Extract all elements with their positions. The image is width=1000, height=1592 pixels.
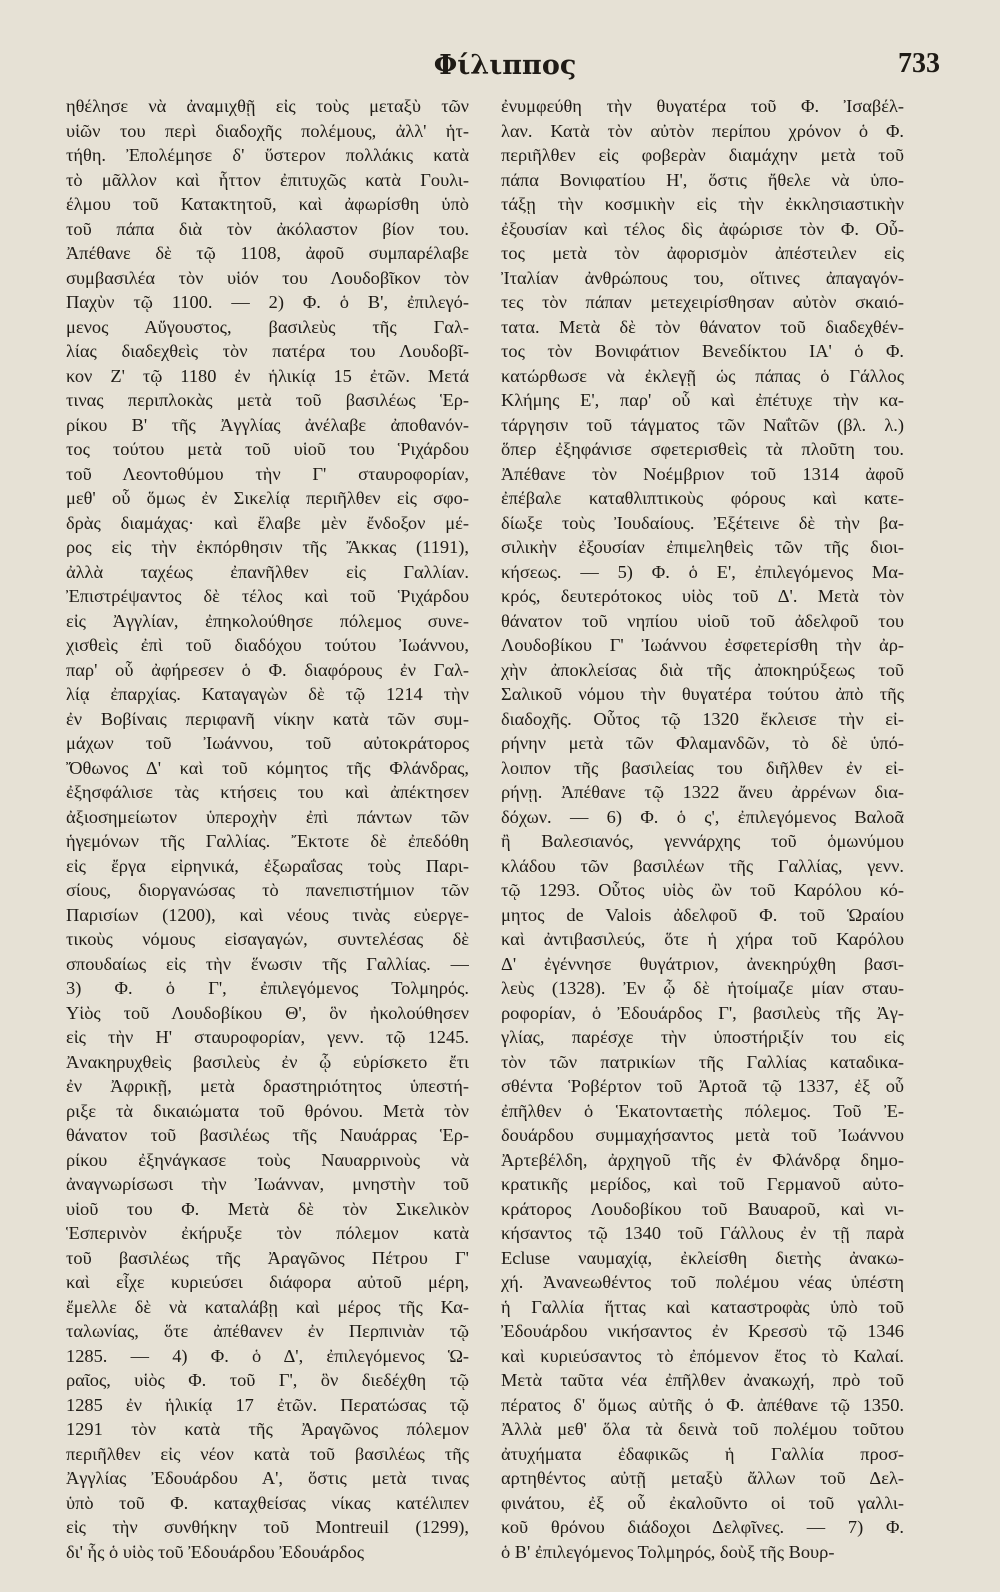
text-line: κράτορος Λουδοβίκου τοῦ Βαυαροῦ, καὶ νι-: [501, 1198, 904, 1219]
text-line: ἢ Βαλεσιανός, γεννάρχης τοῦ ὁμωνύμου: [501, 831, 904, 851]
text-line: σθέντα Ῥοβέρτον τοῦ Ἀρτοᾶ τῷ 1337, ἐξ οὗ: [501, 1076, 904, 1096]
text-line: μενος Αὔγουστος, βασιλεὺς τῆς Γαλ-: [66, 316, 469, 337]
text-line: τικοὺς νόμους εἰσαγαγών, συντελέσας δὲ: [66, 929, 469, 949]
text-line: περιῆλθεν εἰς νέον κατὰ τοῦ βασιλέως τῆς: [66, 1443, 469, 1464]
text-line: ἐν Ἀφρικῇ, μετὰ δραστηριότητος ὑπεστή-: [66, 1076, 469, 1096]
text-line: αρτηθέντος αὐτῇ μεταξὺ ἄλλων τοῦ Δελ-: [501, 1468, 904, 1488]
text-line: Ἀλλὰ μεθ' ὅλα τὰ δεινὰ τοῦ πολέμου τοῦτου: [501, 1419, 904, 1439]
text-line: ριξε τὰ δικαιώματα τοῦ θρόνου. Μετὰ τὸν: [66, 1100, 469, 1121]
text-line: μάχων τοῦ Ἰωάννου, τοῦ αὐτοκράτορος: [66, 733, 469, 753]
text-line: καὶ εἶχε κυριεύσει διάφορα αὐτοῦ μέρη,: [66, 1272, 469, 1292]
text-line: κρός, δευτερότοκος υἱὸς τοῦ Δ'. Μετὰ τὸν: [501, 586, 904, 606]
text-line: Ecluse ναυμαχίᾳ, ἐκλείσθη διετὴς ἀνακω-: [501, 1247, 904, 1268]
text-line: δίωξε τοὺς Ἰουδαίους. Ἐξέτεινε δὲ τὴν βα-: [501, 512, 904, 533]
text-line: ροφορίαν, ὁ Ἐδουάρδος Γ', βασιλεὺς τῆς Ἀγ-: [501, 1002, 904, 1023]
text-line: Ἰταλίαν ἀνθρώπους του, οἵτινες ἀπαγαγόν-: [501, 267, 904, 288]
text-line: ρήνην μετὰ τῶν Φλαμανδῶν, τὸ δὲ ὑπό-: [501, 733, 904, 753]
text-line: ὅπερ ἐξηφάνισε σφετερισθεὶς τὰ πλοῦτη του.: [501, 439, 904, 459]
right-column: [501, 94, 904, 1564]
text-line: λίας διαδεχθεὶς τὸν πατέρα του Λουδοβῖ-: [66, 341, 469, 361]
text-line: διαδοχῆς. Οὗτος τῷ 1320 ἔκλεισε τὴν εἰ-: [501, 708, 904, 729]
text-line: τάργησιν τοῦ τάγματος τῶν Ναΐτῶν (βλ. λ.): [501, 414, 904, 435]
text-line: ἐπέβαλε καταθλιπτικοὺς φόρους καὶ κατε-: [501, 488, 904, 508]
text-line: δι' ἧς ὁ υἱὸς τοῦ Ἐδουάρδου Ἐδουάρδος: [66, 1541, 365, 1562]
text-line: ἐξουσίαν καὶ τέλος δὶς ἀφώρισε τὸν Φ. Οὗ-: [501, 218, 904, 239]
text-line: τατα. Μετὰ δὲ τὸν θάνατον τοῦ διαδεχθέν-: [501, 316, 904, 337]
text-line: χή. Ἀνανεωθέντος τοῦ πολέμου νέας ὑπέστη: [501, 1272, 904, 1292]
text-line: ἀτυχήματα ἐδαφικῶς ἡ Γαλλία προσ-: [501, 1443, 904, 1464]
text-line: 3) Φ. ὁ Γ', ἐπιλεγόμενος Τολμηρός.: [66, 978, 469, 998]
page-header: [70, 44, 940, 84]
text-line: εἰς τὴν συνθήκην τοῦ Montreuil (1299),: [66, 1517, 469, 1537]
text-line: ραῖος, υἱὸς Φ. τοῦ Γ', ὃν διεδέχθη τῷ: [66, 1370, 469, 1390]
text-line: τες τὸν πάπαν μετεχειρίσθησαν αὐτὸν σκαιό-: [501, 292, 904, 312]
text-line: λοιπον τῆς βασιλείας του διῆλθεν ἐν εἰ-: [501, 757, 904, 778]
text-line: ἐξησφάλισε τὰς κτήσεις του καὶ ἀπέκτησεν: [66, 782, 469, 802]
text-line: τινας περιπλοκὰς μετὰ τοῦ βασιλέως Ἑρ-: [66, 390, 469, 410]
text-line: Ἀρτεβέλδη, ἀρχηγοῦ τῆς ἐν Φλάνδρᾳ δημο-: [501, 1149, 904, 1170]
text-line: κήσεως. — 5) Φ. ὁ Ε', ἐπιλεγόμενος Μα-: [501, 561, 904, 582]
text-line: Ἀγγλίας Ἐδουάρδου Α', ὅστις μετὰ τινας: [66, 1468, 469, 1488]
text-line: μεθ' οὗ ὅμως ἐν Σικελίᾳ περιῆλθεν εἰς σφο-: [66, 488, 469, 508]
text-line: τος τὸν Βονιφάτιον Βενεδίκτου ΙΑ' ὁ Φ.: [501, 341, 904, 361]
text-line: 1291 τὸν κατὰ τῆς Ἀραγῶνος πόλεμον: [66, 1419, 469, 1439]
left-column: [66, 94, 469, 1564]
text-line: Ὄθωνος Δ' καὶ τοῦ κόμητος τῆς Φλάνδρας,: [66, 757, 469, 778]
text-line: κλάδου τῶν βασιλέων τῆς Γαλλίας, γενν.: [501, 855, 904, 876]
text-line: τοῦ βασιλέως τῆς Ἀραγῶνος Πέτρου Γ': [66, 1247, 469, 1268]
text-line: τοῦ Λεοντοθύμου τὴν Γ' σταυροφορίαν,: [66, 463, 469, 484]
text-line: τος τούτου μετὰ τοῦ υἱοῦ του Ῥιχάρδου: [66, 439, 469, 459]
text-line: ἔμελλε δὲ νὰ καταλάβῃ καὶ μέρος τῆς Κα-: [66, 1296, 469, 1317]
text-line: ἐπῆλθεν ὁ Ἑκατονταετὴς πόλεμος. Τοῦ Ἐ-: [501, 1100, 904, 1121]
text-line: καὶ ἀντιβασιλεύς, ὅτε ἡ χήρα τοῦ Καρόλου: [501, 929, 904, 949]
text-line: τάξῃ τὴν κοσμικὴν εἰς τὴν ἐκκλησιαστικὴν: [501, 194, 904, 214]
text-line: τος μετὰ τὸν ἀφορισμὸν ἀπέστειλεν εἰς: [501, 243, 904, 263]
text-line: πέρατος δ' ὅμως αὐτῆς ὁ Φ. ἀπέθανε τῷ 1350.: [501, 1394, 904, 1415]
text-line: 1285. — 4) Φ. ὁ Δ', ἐπιλεγόμενος Ὡ-: [66, 1345, 469, 1366]
text-line: ρήνῃ. Ἀπέθανε τῷ 1322 ἄνευ ἀρρένων δια-: [501, 782, 904, 802]
text-line: ἀξιοσημείωτον ὑπεροχὴν ἐπὶ πάντων τῶν: [66, 806, 469, 827]
text-line: ὑπὸ τοῦ Φ. καταχθείσας νίκας κατέλιπεν: [66, 1492, 469, 1513]
text-line: ἡγεμόνων τῆς Γαλλίας. Ἔκτοτε δὲ ἐπεδόθη: [66, 831, 469, 851]
text-line: ὁ Β' ἐπιλεγόμενος Τολμηρός, δοὺξ τῆς Βουρ-: [501, 1541, 835, 1562]
text-line: ἀλλὰ ταχέως ἐπανῆλθεν εἰς Γαλλίαν.: [66, 561, 469, 582]
text-line: κρατικῆς μερίδος, καὶ τοῦ Γερμανοῦ αὐτο-: [501, 1174, 904, 1194]
text-line: εἰς Ἀγγλίαν, ἐπηκολούθησε πόλεμος συνε-: [66, 610, 469, 631]
text-line: ρίκου Β' τῆς Ἀγγλίας ἀνέλαβε ἀποθανόν-: [66, 414, 469, 435]
text-line: σιλικὴν ἐξουσίαν ἐπιμεληθεὶς τῶν τῆς διοι-: [501, 537, 904, 557]
text-line: 1285 ἐν ἡλικίᾳ 17 ἐτῶν. Περατώσας τῷ: [66, 1394, 469, 1415]
text-line: λίᾳ ἐπαρχίας. Καταγαγὼν δὲ τῷ 1214 τὴν: [66, 684, 469, 704]
text-line: καὶ κυριεύσαντος τὸ ἐπόμενον ἔτος τὸ Καλαί.: [501, 1345, 904, 1366]
text-line: κήσαντος τῷ 1340 τοῦ Γάλλους ἐν τῇ παρὰ: [501, 1223, 904, 1243]
text-line: Δ' ἐγέννησε θυγάτριον, ἀνεκηρύχθη βασι-: [501, 953, 904, 974]
text-line: Κλήμης Ε', παρ' οὗ καὶ ἐπέτυχε τὴν κα-: [501, 390, 904, 410]
text-line: ηθέλησε νὰ ἀναμιχθῇ εἰς τοὺς μεταξὺ τῶν: [66, 96, 469, 116]
text-line: τὸ μᾶλλον καὶ ἧττον ἐπιτυχῶς κατὰ Γουλι-: [66, 169, 469, 190]
text-line: ρος εἰς τὴν ἐκπόρθησιν τῆς Ἄκκας (1191),: [66, 537, 469, 557]
text-line: χισθεὶς ἐπὶ τοῦ διαδόχου τούτου Ἰωάννου,: [66, 635, 469, 655]
text-line: λαν. Κατὰ τὸν αὐτὸν περίπου χρόνον ὁ Φ.: [501, 120, 904, 141]
text-line: Παρισίων (1200), καὶ νέους τινὰς εὐεργε-: [66, 904, 469, 925]
text-line: Ἐπιστρέψαντος δὲ τέλος καὶ τοῦ Ῥιχάρδου: [66, 586, 469, 606]
text-line: ρίκου ἐξηνάγκασε τοὺς Ναυαρρινοὺς νὰ: [66, 1149, 469, 1170]
text-line: Ἀπέθανε δὲ τῷ 1108, ἀφοῦ συμπαρέλαβε: [66, 243, 469, 263]
text-line: πάπα Βονιφατίου Η', ὅστις ἤθελε νὰ ὑπο-: [501, 169, 904, 190]
text-line: γλίας, παρέσχε τὴν ὑποστήριξίν του εἰς: [501, 1027, 904, 1047]
text-line: ἀναγνωρίσωσι τὴν Ἰωάνναν, μνηστὴν τοῦ: [66, 1174, 469, 1194]
text-line: υἱῶν του περὶ διαδοχῆς πολέμους, ἀλλ' ἡτ-: [66, 120, 469, 141]
text-line: τοῦ πάπα διὰ τὸν ἀκόλαστον βίον του.: [66, 218, 469, 239]
text-line: περιῆλθεν εἰς φοβερὰν διαμάχην μετὰ τοῦ: [501, 145, 904, 165]
page-number: 733: [898, 48, 940, 79]
running-title: Φίλιππος: [433, 50, 577, 81]
text-line: θάνατον τοῦ νηπίου υἱοῦ τοῦ ἀδελφοῦ του: [501, 610, 904, 631]
text-line: Σαλικοῦ νόμου τὴν θυγατέρα τούτου ἀπὸ τῆς: [501, 684, 904, 704]
text-line: δόχων. — 6) Φ. ὁ ς', ἐπιλεγόμενος Βαλοᾶ: [501, 806, 904, 827]
text-line: φινάτου, ἐξ οὗ ἐκαλοῦντο οἱ τοῦ γαλλι-: [501, 1492, 904, 1513]
text-line: υἱοῦ του Φ. Μετὰ δὲ τὸν Σικελικὸν: [66, 1198, 469, 1219]
text-line: κατώρθωσε νὰ ἐκλεγῇ ὡς πάπας ὁ Γάλλος: [501, 365, 904, 386]
text-line: ἡ Γαλλία ἥττας καὶ καταστροφὰς ὑπὸ τοῦ: [501, 1296, 904, 1317]
text-line: τῷ 1293. Οὗτος υἱὸς ὢν τοῦ Καρόλου κό-: [501, 880, 904, 900]
text-line: λεὺς (1328). Ἐν ᾧ δὲ ἡτοίμαζε μίαν σταυ-: [501, 978, 904, 998]
text-line: ἐν Βοβίναις περιφανῆ νίκην κατὰ τῶν συμ-: [66, 708, 469, 729]
text-line: Παχὺν τῷ 1100. — 2) Φ. ὁ Β', ἐπιλεγό-: [66, 292, 469, 312]
text-line: ἐνυμφεύθη τὴν θυγατέρα τοῦ Φ. Ἰσαβέλ-: [501, 96, 904, 116]
text-line: παρ' οὗ ἀφήρεσεν ὁ Φ. διαφόρους ἐν Γαλ-: [66, 659, 469, 680]
text-line: τήθη. Ἐπολέμησε δ' ὕστερον πολλάκις κατὰ: [66, 145, 469, 165]
text-line: έλμου τοῦ Κατακτητοῦ, καὶ ἀφωρίσθη ὑπὸ: [66, 194, 469, 214]
text-line: δουάρδου συμμαχήσαντος μετὰ τοῦ Ἰωάννου: [501, 1125, 904, 1145]
text-line: κον Ζ' τῷ 1180 ἐν ἡλικίᾳ 15 ἐτῶν. Μετά: [66, 365, 469, 386]
text-line: μητος de Valois ἀδελφοῦ Φ. τοῦ Ὡραίου: [501, 904, 904, 925]
text-line: χὴν ἀποκλείσας διὰ τῆς ἀποκηρύξεως τοῦ: [501, 659, 904, 680]
text-line: δρὰς διαμάχας· καὶ ἔλαβε μὲν ἔνδοξον μέ-: [66, 512, 469, 533]
text-line: συμβασιλέα τὸν υἱόν του Λουδοβῖκον τὸν: [66, 267, 469, 288]
text-line: Ἑσπερινὸν ἐκήρυξε τὸν πόλεμον κατὰ: [66, 1223, 469, 1243]
text-columns: [66, 94, 904, 1564]
text-line: Ἐδουάρδου νικήσαντος ἐν Κρεσσὺ τῷ 1346: [501, 1321, 904, 1341]
text-line: Ἀπέθανε τὸν Νοέμβριον τοῦ 1314 ἀφοῦ: [501, 463, 904, 484]
text-line: τὸν τῶν πατρικίων τῆς Γαλλίας καταδικα-: [501, 1051, 904, 1072]
text-line: Ἀνακηρυχθεὶς βασιλεὺς ἐν ᾧ εὑρίσκετο ἔτι: [66, 1051, 469, 1072]
text-line: Υἱὸς τοῦ Λουδοβίκου Θ', ὃν ἠκολούθησεν: [66, 1002, 469, 1023]
text-line: κοῦ θρόνου διάδοχοι Δελφῖνες. — 7) Φ.: [501, 1517, 904, 1537]
text-line: εἰς τὴν Η' σταυροφορίαν, γενν. τῷ 1245.: [66, 1027, 469, 1047]
text-line: θάνατον τοῦ βασιλέως τῆς Ναυάρρας Ἑρ-: [66, 1125, 469, 1145]
text-line: σπουδαίως εἰς τὴν ἕνωσιν τῆς Γαλλίας. —: [66, 953, 469, 974]
text-line: Μετὰ ταῦτα νέα ἐπῆλθεν ἀνακωχή, πρὸ τοῦ: [501, 1370, 904, 1390]
text-line: ταλωνίας, ὅτε ἀπέθανεν ἐν Περπινιὰν τῷ: [66, 1321, 469, 1341]
text-line: Λουδοβίκου Γ' Ἰωάννου ἐσφετερίσθη τὴν ἀρ-: [501, 635, 904, 655]
text-line: σίους, διοργανώσας τὸ πανεπιστήμιον τῶν: [66, 880, 469, 900]
text-line: εἰς ἔργα εἰρηνικά, ἐξωραΐσας τοὺς Παρι-: [66, 855, 469, 876]
